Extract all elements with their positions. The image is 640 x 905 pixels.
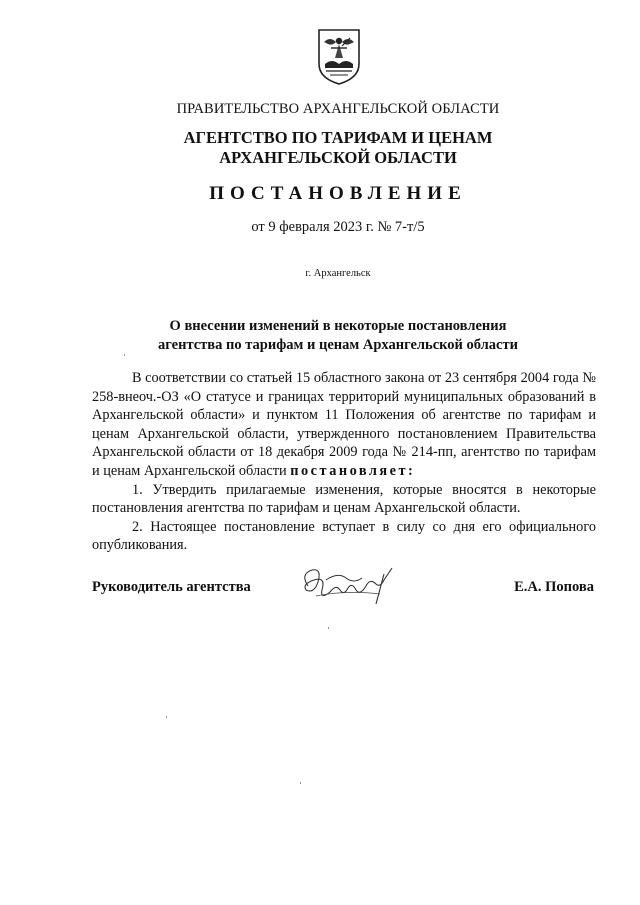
agency-name: [0, 128, 640, 168]
item-2-paragraph: 2. Настоящее постановление вступает в силу со дня его официального опубликования.: [92, 518, 596, 554]
signatory-name: Е.А. Попова: [514, 579, 594, 595]
document-body: [92, 369, 596, 555]
decree-word: постановляет:: [290, 462, 416, 479]
scan-speck: [124, 354, 125, 356]
preamble-paragraph: [92, 369, 596, 481]
agency-name-line2: АРХАНГЕЛЬСКОЙ ОБЛАСТИ: [219, 148, 457, 167]
issue-city: г. Архангельск: [305, 268, 371, 279]
signatory-title: Руководитель агентства: [92, 579, 251, 595]
scan-speck: [300, 782, 301, 784]
subject-line2: агентства по тарифам и ценам Архангельской области: [158, 337, 518, 353]
subject-line1: О внесении изменений в некоторые постановления: [169, 318, 507, 334]
document-type: ПОСТАНОВЛЕНИЕ: [209, 183, 467, 204]
scan-speck: [328, 627, 329, 629]
item-1-paragraph: 1. Утвердить прилагаемые изменения, которые вносятся в некоторые постановления агентства по тарифам и ценам Архангельской области.: [92, 481, 596, 517]
preamble-text: В соответствии со статьей 15 областного закона от 23 сентября 2004 года № 258-внеоч.-ОЗ «О статусе и границах территорий муниципальных образований в Архангельской области» и пунктом 11 Положения об агентстве по тарифам и ценам Архангельской области, утвержденного постановлением Правительства Архангельской области от 18 декабря 2009 года № 214-пп, агентство по тарифам и ценам Архангельской области: [92, 370, 596, 479]
agency-name-line1: АГЕНТСТВО ПО ТАРИФАМ И ЦЕНАМ: [183, 128, 493, 147]
scan-speck: [166, 716, 167, 718]
coat-of-arms-icon: [316, 28, 362, 86]
document-subject: [0, 317, 640, 355]
document-date-number: от 9 февраля 2023 г. № 7-т/5: [251, 219, 425, 235]
government-name: ПРАВИТЕЛЬСТВО АРХАНГЕЛЬСКОЙ ОБЛАСТИ: [176, 101, 500, 117]
handwritten-signature: [296, 560, 406, 608]
